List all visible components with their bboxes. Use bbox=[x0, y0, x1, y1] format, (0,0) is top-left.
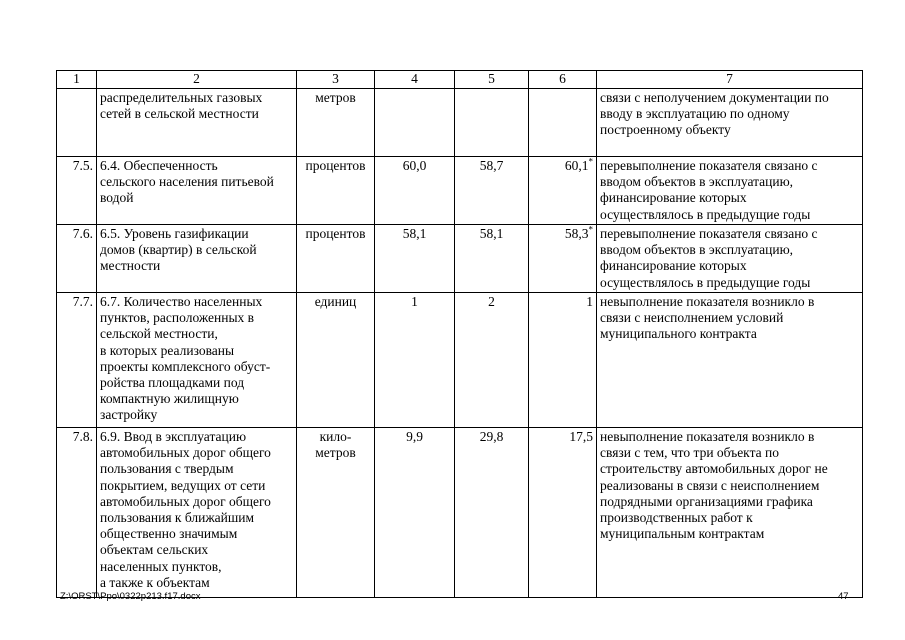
column-number: 1 bbox=[57, 71, 97, 89]
unit: кило- метров bbox=[297, 428, 375, 598]
indicator-name: 6.5. Уровень газификации домов (квартир) в сельской местности bbox=[97, 225, 297, 293]
column-number: 2 bbox=[97, 71, 297, 89]
value-previous bbox=[455, 89, 529, 157]
value-planned: 58,1 bbox=[375, 225, 455, 293]
value-planned bbox=[375, 89, 455, 157]
indicators-table bbox=[56, 70, 863, 598]
table-row bbox=[57, 428, 863, 598]
row-number bbox=[57, 89, 97, 157]
file-path: Z:\ORST\Ppo\0322p213.f17.docx bbox=[60, 591, 201, 602]
column-number: 3 bbox=[297, 71, 375, 89]
row-number: 7.7. bbox=[57, 293, 97, 428]
value-previous: 29,8 bbox=[455, 428, 529, 598]
table-row bbox=[57, 293, 863, 428]
value-actual: 17,5 bbox=[529, 428, 597, 598]
value-previous: 58,7 bbox=[455, 157, 529, 225]
explanation: перевыполнение показателя связано с вводом объектов в эксплуатацию, финансирование которых осуществлялось в предыдущие годы bbox=[597, 225, 863, 293]
table-row bbox=[57, 89, 863, 157]
value-actual: 1 bbox=[529, 293, 597, 428]
indicator-name: 6.7. Количество населенных пунктов, расположенных в сельской местности, в которых реализованы проекты комплексного обуст- ройства площадками под компактную жилищную застройку bbox=[97, 293, 297, 428]
explanation: невыполнение показателя возникло в связи с неисполнением условий муниципального контракта bbox=[597, 293, 863, 428]
explanation: невыполнение показателя возникло в связи с тем, что три объекта по строительству автомобильных дорог не реализованы в связи с неисполнением подрядными организациями графика производственных работ к муниципальным контрактам bbox=[597, 428, 863, 598]
value-previous: 2 bbox=[455, 293, 529, 428]
row-number: 7.6. bbox=[57, 225, 97, 293]
indicator-name: распределительных газовых сетей в сельской местности bbox=[97, 89, 297, 157]
value-actual bbox=[529, 89, 597, 157]
column-number: 6 bbox=[529, 71, 597, 89]
unit: процентов bbox=[297, 157, 375, 225]
column-number: 4 bbox=[375, 71, 455, 89]
footnote-mark: * bbox=[588, 156, 593, 167]
value-previous: 58,1 bbox=[455, 225, 529, 293]
row-number: 7.8. bbox=[57, 428, 97, 598]
column-number: 5 bbox=[455, 71, 529, 89]
value-planned: 1 bbox=[375, 293, 455, 428]
value-planned: 9,9 bbox=[375, 428, 455, 598]
value-actual: 60,1* bbox=[529, 157, 597, 225]
explanation: связи с неполучением документации по вводу в эксплуатацию по одному построенному объекту bbox=[597, 89, 863, 157]
unit: метров bbox=[297, 89, 375, 157]
value-actual: 58,3* bbox=[529, 225, 597, 293]
footnote-mark: * bbox=[588, 224, 593, 235]
page-number: 47 bbox=[838, 591, 849, 602]
indicator-name: 6.9. Ввод в эксплуатацию автомобильных дорог общего пользования с твердым покрытием, ведущих от сети автомобильных дорог общего пользования к ближайшим общественно значимым объектам сельских населенных пунктов, а также к объектам bbox=[97, 428, 297, 598]
table-row bbox=[57, 225, 863, 293]
table-row bbox=[57, 157, 863, 225]
indicator-name: 6.4. Обеспеченность сельского населения питьевой водой bbox=[97, 157, 297, 225]
column-number-row bbox=[57, 71, 863, 89]
explanation: перевыполнение показателя связано с вводом объектов в эксплуатацию, финансирование которых осуществлялось в предыдущие годы bbox=[597, 157, 863, 225]
row-number: 7.5. bbox=[57, 157, 97, 225]
unit: единиц bbox=[297, 293, 375, 428]
value-planned: 60,0 bbox=[375, 157, 455, 225]
unit: процентов bbox=[297, 225, 375, 293]
column-number: 7 bbox=[597, 71, 863, 89]
